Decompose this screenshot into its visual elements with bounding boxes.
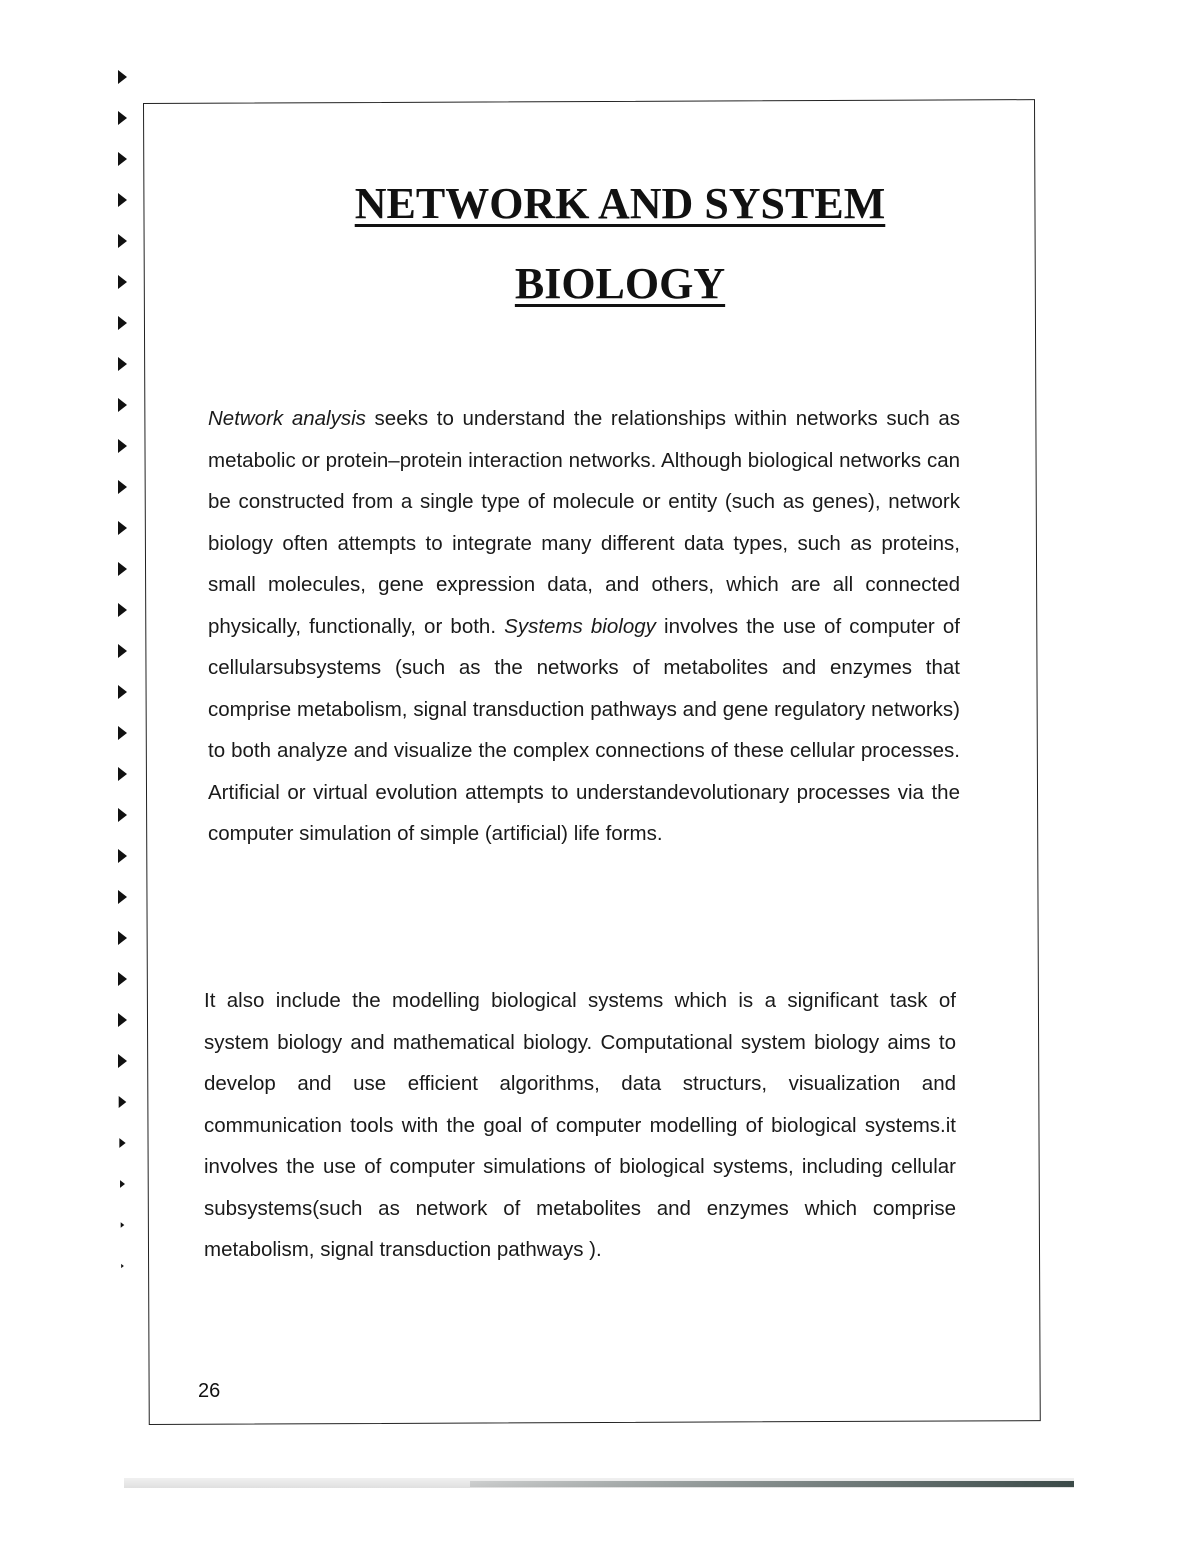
- page-title-line-1: [300, 178, 940, 229]
- binding-hole-mark: [118, 275, 127, 289]
- binding-hole-mark: [121, 1264, 124, 1268]
- binding-hole-mark: [118, 685, 127, 699]
- binding-hole-mark: [119, 1138, 125, 1148]
- binding-hole-mark: [118, 480, 127, 494]
- binding-hole-mark: [118, 521, 127, 535]
- binding-hole-mark: [118, 234, 127, 248]
- binding-hole-mark: [119, 1096, 127, 1108]
- binding-hole-mark: [118, 767, 127, 781]
- term-network-analysis: Network analysis: [208, 407, 366, 430]
- binding-hole-mark: [118, 849, 127, 863]
- binding-hole-mark: [118, 357, 127, 371]
- paragraph-network-analysis: [208, 398, 960, 855]
- binding-hole-mark: [118, 890, 127, 904]
- page-number: 26: [198, 1380, 221, 1402]
- binding-hole-mark: [118, 398, 127, 412]
- binding-hole-mark: [118, 152, 127, 166]
- page-bottom-shadow: [470, 1481, 1074, 1487]
- binding-hole-mark: [120, 1180, 125, 1188]
- binding-hole-mark: [118, 439, 127, 453]
- term-systems-biology: Systems biology: [504, 614, 656, 638]
- page-title-line-2: [300, 258, 940, 309]
- binding-hole-mark: [118, 562, 127, 576]
- binding-hole-mark: [118, 1013, 127, 1027]
- binding-hole-mark: [118, 931, 127, 945]
- binding-hole-mark: [118, 70, 127, 84]
- binding-hole-mark: [118, 603, 127, 617]
- paragraph-system-biology-modelling: It also include the modelling biological systems which is a significant task of system biology and mathematical biology. Computational system biology aims to develop and use efficient algorithms, data structurs, visualization and communication tools with the goal of computer modelling of biological systems.it involves the use of computer simulations of biological systems, including cellular subsystems(such as network of metabolites and enzymes which comprise metabolism, signal transduction pathways ).: [204, 989, 956, 1261]
- binding-hole-mark: [118, 644, 127, 658]
- binding-hole-mark: [118, 726, 127, 740]
- binding-hole-mark: [118, 193, 127, 207]
- spiral-binding: [118, 70, 138, 1310]
- binding-hole-mark: [118, 972, 127, 986]
- binding-hole-mark: [118, 111, 127, 125]
- binding-hole-mark: [118, 1054, 127, 1068]
- page-title-text-1: NETWORK AND SYSTEM: [354, 179, 886, 228]
- paragraph-1-text-1: seeks to understand the relationships within networks such as metabolic or protein–protein interaction networks. Although biological networks can be constructed from a single type of molecule or entity (such as genes), network biology often attempts to integrate many different data types, such as proteins, small molecules, gene expression data, and others, which are all connected physically, functionally, or both.: [208, 407, 960, 638]
- binding-hole-mark: [121, 1222, 125, 1228]
- paragraph-1-text-2: involves the use of computer of cellularsubsystems (such as the networks of metabolites and enzymes that comprise metabolism, signal transduction pathways and gene regulatory networks) to both analyze and visualize the complex connections of these cellular processes. Artificial or virtual evolution attempts to understandevolutionary processes via the computer simulation of simple (artificial) life forms.: [208, 614, 960, 845]
- page-title-text-2: BIOLOGY: [514, 259, 726, 308]
- binding-hole-mark: [118, 808, 127, 822]
- binding-hole-mark: [118, 316, 127, 330]
